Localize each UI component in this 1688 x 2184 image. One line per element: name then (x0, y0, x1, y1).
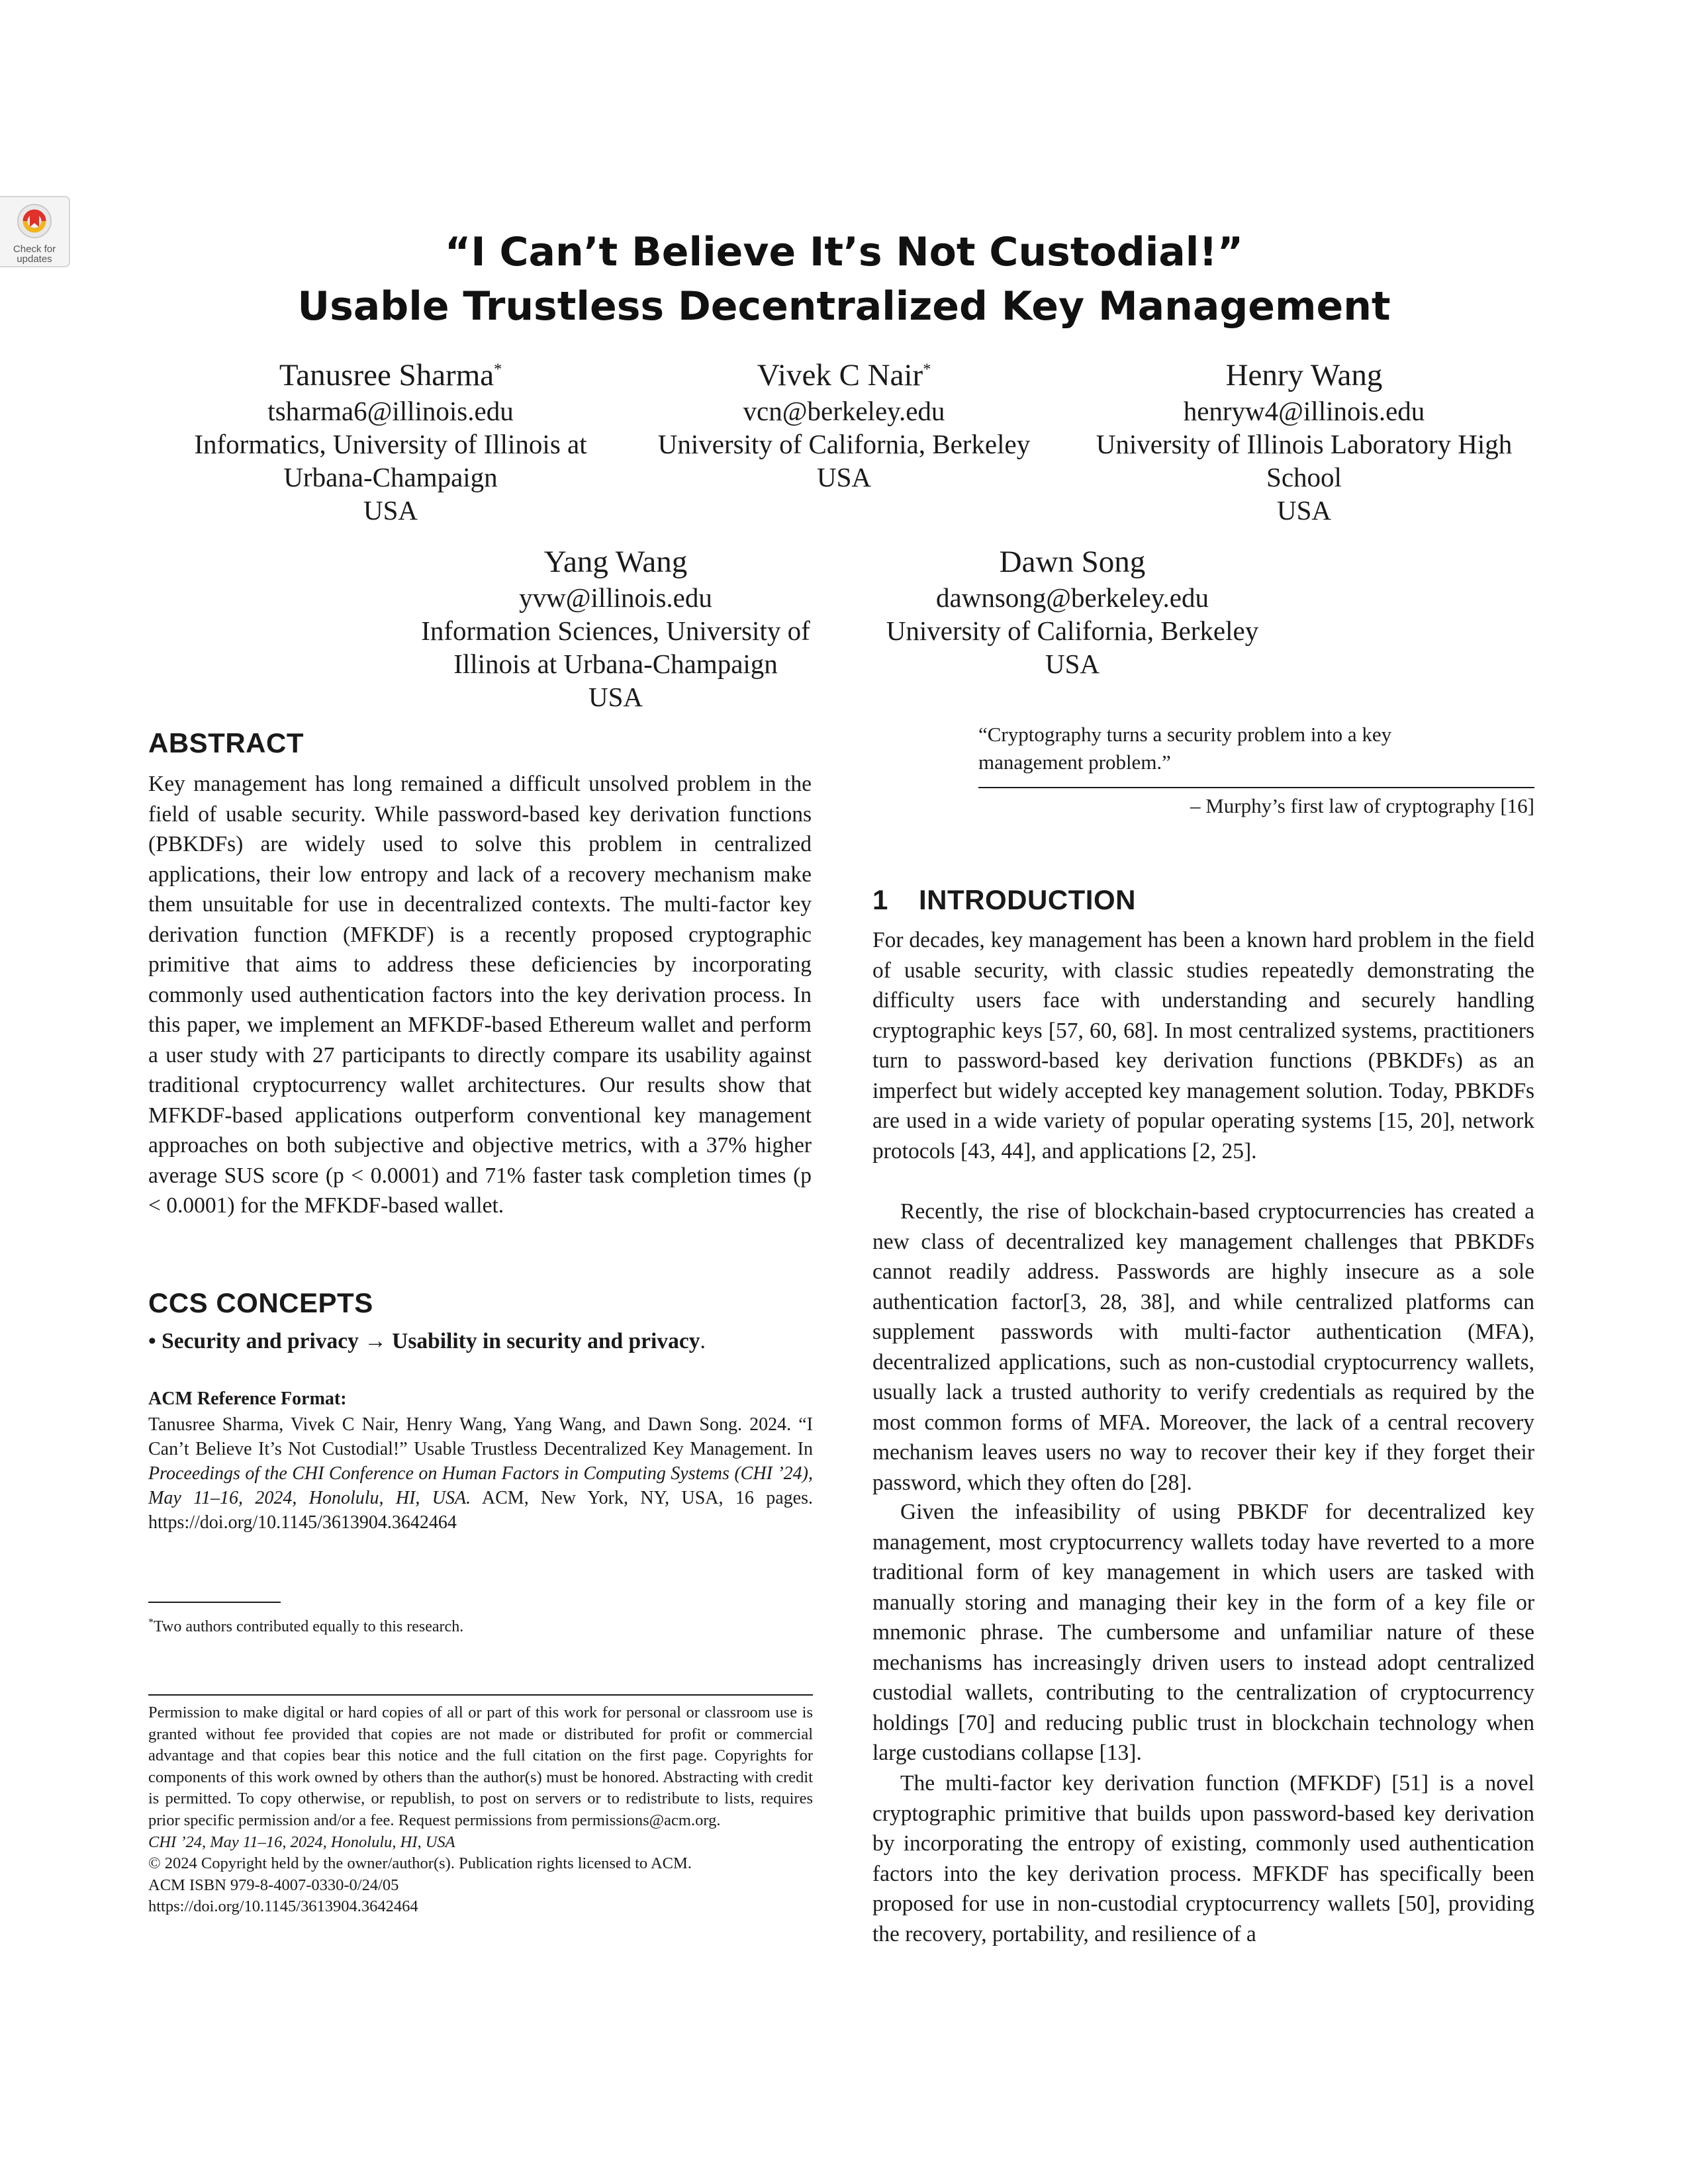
paper-title-line-2: Usable Trustless Decentralized Key Management (297, 283, 1391, 330)
author-email[interactable]: tsharma6@illinois.edu (267, 396, 514, 426)
badge-label: Check for updates (13, 244, 56, 265)
author-affiliation: Information Sciences, University of (421, 615, 810, 646)
permission-text: Permission to make digital or hard copies of all or part of this work for personal or classroom use is granted without fee provided that copies are not made or distributed for profit or commercial advantage and that copies bear this notice and the full citation on the first page. Copyrights for components of this work owned by others than the author(s) must be honored. Abstracting with credit is permitted. To copy otherwise, or republish, to post on servers or to redistribute to lists, requires prior specific permission and/or a fee. Request permissions from permissions@acm.org. (148, 1704, 813, 1829)
permission-rule (148, 1694, 813, 1696)
abstract-text: Key management has long remained a difficult unsolved problem in the field of usable security. While password-based key derivation functions (PBKDFs) are widely used to solve this problem in centralized applications, their low entropy and lack of a recovery mechanism make them unsuitable for use in decentralized contexts. The multi-factor key derivation function (MFKDF) is a recently proposed cryptographic primitive that aims to address these deficiencies by incorporating commonly used authentication factors into the key derivation process. In this paper, we implement an MFKDF-based Ethereum wallet and perform a user study with 27 participants to directly compare its usability against traditional cryptocurrency wallet architectures. Our results show that MFKDF-based applications outperform conventional key management approaches on both subjective and objective metrics, with a 37% higher average SUS score (p < 0.0001) and 71% faster task completion times (p < 0.0001) for the MFKDF-based wallet. (148, 772, 812, 1218)
author-block-3 (1066, 356, 1542, 527)
ccs-concepts (148, 1326, 812, 1356)
author-affiliation: University of California, Berkeley (886, 615, 1259, 646)
author-country: USA (816, 462, 872, 492)
author-email[interactable]: vcn@berkeley.edu (743, 396, 945, 426)
author-affiliation: Informatics, University of Illinois at (194, 429, 587, 459)
isbn-line: ACM ISBN 979-8-4007-0330-0/24/05 (148, 1876, 399, 1894)
ccs-arrow: → (364, 1329, 387, 1353)
epigraph-quote: “Cryptography turns a security problem into a key management problem.” (978, 723, 1392, 774)
author-name: Henry Wang (1225, 358, 1383, 392)
author-email[interactable]: dawnsong@berkeley.edu (936, 582, 1209, 613)
author-country: USA (363, 495, 418, 525)
epigraph-rule (978, 787, 1534, 788)
author-name: Vivek C Nair* (757, 358, 931, 392)
author-name: Yang Wang (543, 545, 688, 579)
intro-paragraph-1: For decades, key management has been a known hard problem in the field of usable security, with classic studies repeatedly demonstrating the difficulty users face with understanding and securely handling cryptographic keys [57, 60, 68]. In most centralized systems, practitioners turn to password-based key derivation functions (PBKDFs) as an imperfect but widely accepted key management solution. Today, PBKDFs are used in a wide variety of popular operating systems [15, 20], network protocols [43, 44], and applications [2, 25]. (872, 928, 1534, 1163)
author-country: USA (1276, 495, 1332, 525)
author-email[interactable]: henryw4@illinois.edu (1183, 396, 1425, 426)
ccs-concept: Security and privacy (162, 1329, 359, 1353)
author-affiliation-cont: Urbana-Champaign (283, 462, 498, 492)
author-affiliation-cont: Illinois at Urbana-Champaign (453, 649, 778, 679)
author-affiliation: University of Illinois Laboratory High (1096, 429, 1513, 459)
section-number: 1 (872, 884, 888, 915)
copyright-line: © 2024 Copyright held by the owner/author(s). Publication rights licensed to ACM. (148, 1854, 692, 1873)
author-affiliation: University of California, Berkeley (657, 429, 1031, 459)
ccs-period: . (700, 1329, 706, 1353)
abstract-heading: ABSTRACT (148, 727, 304, 758)
author-block-5 (854, 543, 1291, 680)
author-name: Tanusree Sharma* (279, 358, 502, 392)
conference-line: CHI ’24, May 11–16, 2024, Honolulu, HI, USA (148, 1833, 455, 1851)
epigraph-attribution: – Murphy’s first law of cryptography [16] (1190, 794, 1534, 817)
author-email[interactable]: yvw@illinois.edu (519, 582, 712, 613)
author-affiliation-cont: School (1266, 462, 1342, 492)
ccs-subconcept: Usability in security and privacy (392, 1329, 700, 1353)
footnote: *Two authors contributed equally to this research. (148, 1617, 464, 1635)
permission-block (148, 1702, 813, 1918)
author-block-1 (165, 356, 616, 527)
intro-paragraph-4: The multi-factor key derivation function (MFKDF) [51] is a novel cryptographic primitive that builds upon password-based key derivation by incorporating the entropy of existing, commonly used authentication factors into the key derivation process. MFKDF has specifically been proposed for use in non-custodial cryptocurrency wallets [50], providing the recovery, portability, and resilience of a (872, 1771, 1534, 1946)
author-block-4 (397, 543, 834, 713)
acm-reference-text: Tanusree Sharma, Vivek C Nair, Henry Wang, Yang Wang, and Dawn Song. 2024. “I Can’t Believe It’s Not Custodial!” Usable Trustless Decentralized Key Management. In Proceedings of the CHI Conference on Human Factors in Computing Systems (CHI ’24), May 11–16, 2024, Honolulu, HI, USA. ACM, New York, NY, USA, 16 pages. https://doi.org/10.1145/3613904.3642464 (148, 1414, 813, 1533)
author-name: Dawn Song (999, 545, 1146, 579)
ccs-heading: CCS CONCEPTS (148, 1287, 373, 1318)
author-block-2 (619, 356, 1069, 494)
intro-paragraph-2: Recently, the rise of blockchain-based cryptocurrencies has created a new class of decentralized key management challenges that PBKDFs cannot readily address. Passwords are highly insecure as a sole authentication factor[3, 28, 38], and while centralized platforms can supplement passwords with multi-factor authentication (MFA), decentralized applications, such as non-custodial cryptocurrency wallets, usually lack a trusted authority to verify credentials as required by the most common forms of MFA. Moreover, the lack of a central recovery mechanism leaves users no way to recover their key if they forget their password, which they often do [28]. (872, 1199, 1534, 1495)
ccs-bullet: • (148, 1329, 156, 1353)
author-country: USA (588, 682, 643, 712)
intro-paragraph-3: Given the infeasibility of using PBKDF for decentralized key management, most cryptocurrency wallets today have reverted to a more traditional form of key management in which users are tasked with manually storing and managing their key in the form of a key file or mnemonic phrase. The cumbersome and unfamiliar nature of these mechanisms has increasingly driven users to instead adopt centralized custodial wallets, contributing to the centralization of cryptocurrency holdings [70] and reducing public trust in blockchain technology when large custodians collapse [13]. (872, 1500, 1534, 1765)
footnote-rule (148, 1602, 281, 1603)
author-country: USA (1045, 649, 1100, 679)
acm-reference-heading: ACM Reference Format: (148, 1388, 347, 1409)
paper-title-line-1: “I Can’t Believe It’s Not Custodial!” (444, 229, 1244, 275)
introduction-heading: 1 INTRODUCTION (872, 884, 1136, 915)
doi-link[interactable]: https://doi.org/10.1145/3613904.3642464 (148, 1897, 418, 1916)
